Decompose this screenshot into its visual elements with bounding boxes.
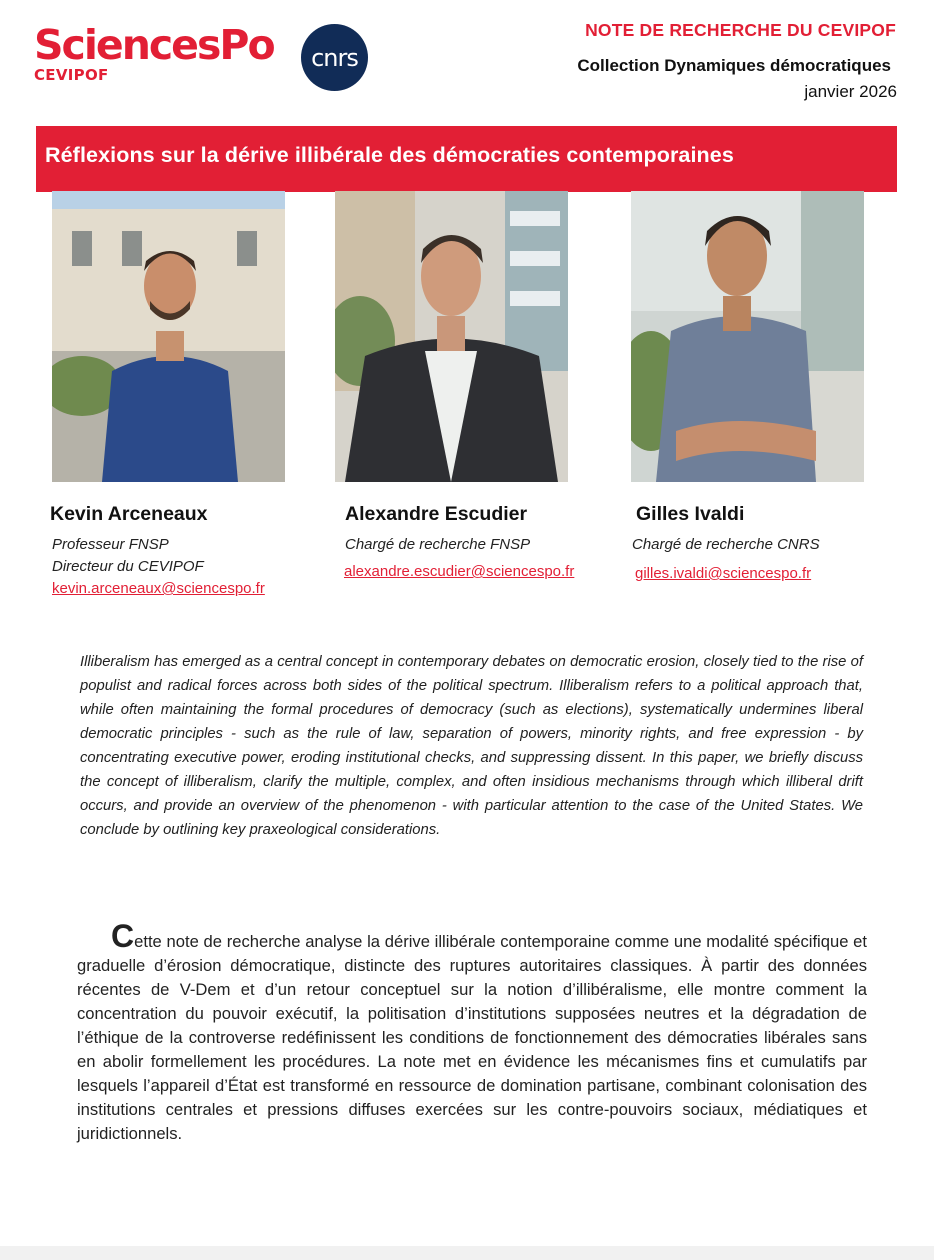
author-photo-escudier — [335, 191, 568, 482]
cnrs-logo: cnrs — [301, 24, 368, 91]
author-name: Kevin Arceneaux — [50, 503, 208, 525]
page-title: Réflexions sur la dérive illibérale des démocraties contemporaines — [45, 143, 734, 167]
author-role: Directeur du CEVIPOF — [52, 558, 204, 575]
author-role: Professeur FNSP — [52, 536, 169, 553]
sciencespo-cevipof-logo — [34, 22, 274, 84]
publication-date: janvier 2026 — [804, 82, 897, 101]
intro-paragraph — [77, 918, 867, 1146]
author-email-link[interactable]: alexandre.escudier@sciencespo.fr — [344, 563, 575, 580]
author-photo-ivaldi — [631, 191, 864, 482]
author-photo-arceneaux — [52, 191, 285, 482]
title-banner — [36, 126, 897, 192]
author-email-link[interactable]: kevin.arceneaux@sciencespo.fr — [52, 580, 265, 597]
logo-brand: SciencesPo — [34, 21, 274, 69]
drop-cap: C — [111, 918, 135, 954]
intro-text: ette note de recherche analyse la dérive illibérale contemporaine comme une modalité spécifique et graduelle d’érosion démocratique, distincte des ruptures autoritaires classiques. À partir des données récentes de V-Dem et d’un retour conceptuel sur la notion d’illibéralisme, elle montre comment la concentration du pouvoir exécutif, la politisation d’institutions supposées neutres et la dégradation de l’éthique de la controverse redéfinissent les conditions de fonctionnement des démocraties libérales sans en abolir formellement les procédures. La note met en évidence les mécanismes fins et cumulatifs par lesquels l’appareil d’État est transformé en ressource de domination partisane, combinant colonisation des institutions centrales et pressions diffuses exercées sur les contre-pouvoirs sociaux, médiatiques et juridictionnels. — [77, 932, 867, 1143]
page-footer-band — [0, 1246, 934, 1260]
author-role: Chargé de recherche CNRS — [632, 536, 820, 553]
logo-sub: CEVIPOF — [34, 66, 109, 84]
collection-name: Collection Dynamiques démocratiques — [577, 56, 891, 75]
author-email-link[interactable]: gilles.ivaldi@sciencespo.fr — [635, 565, 812, 582]
author-role: Chargé de recherche FNSP — [345, 536, 531, 553]
note-label: NOTE DE RECHERCHE DU CEVIPOF — [585, 20, 896, 40]
author-name: Alexandre Escudier — [345, 503, 528, 525]
abstract: Illiberalism has emerged as a central concept in contemporary debates on democratic erosion, closely tied to the rise of populist and radical forces across both sides of the political spectrum. Illiberalism refers to a political approach that, while often maintaining the formal procedures of democracy (such as elections), systematically undermines liberal democratic principles - such as the rule of law, separation of powers, minority rights, and free expression - by concentrating executive power, eroding institutional checks, and suppressing dissent. In this paper, we briefly discuss the concept of illiberalism, clarify the multiple, complex, and often insidious mechanisms through which illiberal drift occurs, and provide an overview of the phenomenon - with particular attention to the case of the United States. We conclude by outlining key praxeological considerations. — [80, 654, 863, 838]
author-name: Gilles Ivaldi — [636, 503, 745, 525]
